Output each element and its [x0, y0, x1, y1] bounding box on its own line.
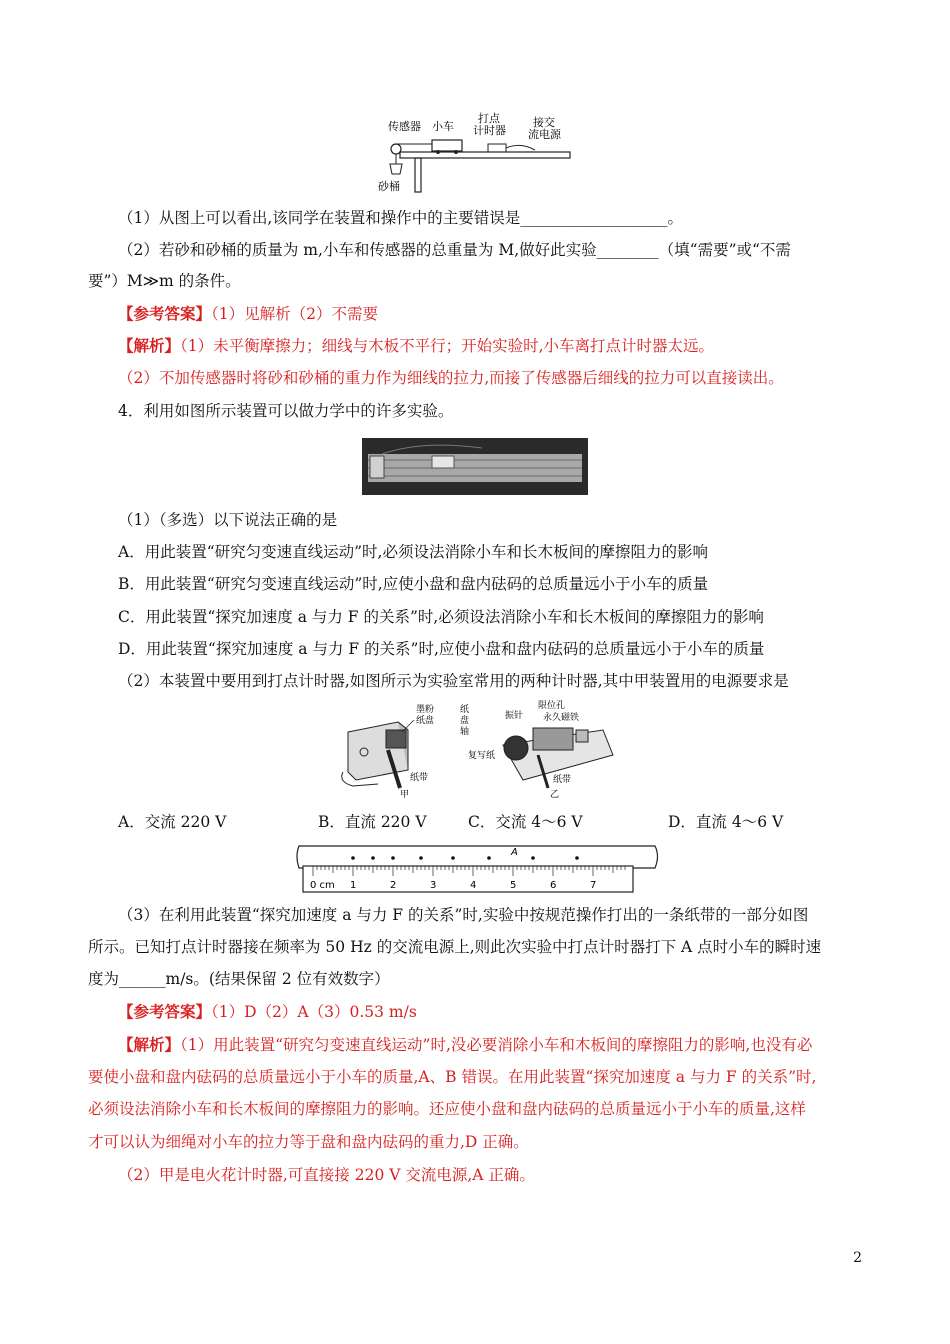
- tape-dot: [419, 856, 423, 860]
- ruler-label: 7: [590, 880, 597, 891]
- label-zhidai-2: 纸带: [553, 775, 572, 785]
- explanation-tag: 【解析】: [118, 336, 181, 355]
- label-timer-2: 计时器: [473, 124, 506, 137]
- answer-tag: 【参考答案】: [118, 1002, 212, 1021]
- q4-answer: [118, 1001, 898, 1023]
- q3-answer: [118, 303, 898, 325]
- q4-option-b: B．用此装置“研究匀变速直线运动”时,应使小盘和盘内砝码的总质量远小于小车的质量: [118, 575, 709, 593]
- tape-dot: [351, 856, 355, 860]
- label-yi: 乙: [550, 790, 560, 800]
- label-zhi: 纸: [460, 705, 470, 715]
- answer-text: （1）D（2）A（3）0.53 m/s: [211, 1003, 417, 1021]
- q3-explanation-2: （2）不加传感器时将砂和砂桶的重力作为细线的拉力,而接了传感器后细线的拉力可以直接读出。: [118, 369, 784, 387]
- q3-part2-line1: （2）若砂和砂桶的质量为 m,小车和传感器的总重量为 M,做好此实验________（填“需要”或“不需: [118, 241, 791, 259]
- q4-part2: （2）本装置中要用到打点计时器,如图所示为实验室常用的两种计时器,其中甲装置用的电源要求是: [118, 672, 789, 690]
- label-fuxiezhi: 复写纸: [468, 751, 496, 761]
- tape-dot: [531, 856, 535, 860]
- label-zhipan: 纸盘: [416, 716, 435, 726]
- q4-part2-choice-d: D．直流 4～6 V: [668, 813, 784, 831]
- q4-explanation-line4: 才可以认为细绳对小车的拉力等于盘和盘内砝码的重力,D 正确。: [88, 1133, 529, 1151]
- q4-part3-line1: （3）在利用此装置“探究加速度 a 与力 F 的关系”时,实验中按规范操作打出的一条纸带的一部分如图: [118, 906, 809, 924]
- label-power-1: 接交: [533, 116, 555, 129]
- label-yongjiu: 永久磁铁: [543, 713, 580, 723]
- ruler-label: 3: [430, 880, 437, 891]
- label-moke: 墨粉: [416, 705, 435, 715]
- q4-option-a: A．用此装置“研究匀变速直线运动”时,必须设法消除小车和长木板间的摩擦阻力的影响: [118, 543, 708, 561]
- ruler-label: 4: [470, 880, 477, 891]
- apparatus-diagram: [370, 112, 585, 194]
- label-cart: 小车: [432, 120, 454, 133]
- label-jia: 甲: [400, 790, 410, 800]
- page-number: 2: [853, 1250, 862, 1266]
- explanation-text: （1）未平衡摩擦力；细线与木板不平行；开始实验时,小车离打点计时器太远。: [180, 337, 715, 355]
- q4-option-c: C．用此装置“探究加速度 a 与力 F 的关系”时,必须设法消除小车和长木板间的摩擦阻力的影响: [118, 608, 764, 626]
- tape-dot: [487, 856, 491, 860]
- ruler-label: 2: [390, 880, 397, 891]
- q4-part3-line2: 所示。已知打点计时器接在频率为 50 Hz 的交流电源上,则此次实验中打点计时器打下 A 点时小车的瞬时速: [88, 938, 822, 956]
- q4-option-d: D．用此装置“探究加速度 a 与力 F 的关系”时,应使小盘和盘内砝码的总质量远小于小车的质量: [118, 640, 765, 658]
- q4-stem: 4．利用如图所示装置可以做力学中的许多实验。: [118, 402, 454, 420]
- ruler-label: 1: [350, 880, 357, 891]
- q3-explanation: [118, 335, 898, 357]
- q3-part2-line2: 要”）M≫m 的条件。: [88, 272, 241, 290]
- label-timer-1: 打点: [478, 112, 500, 125]
- label-zhenzhen: 振针: [505, 711, 524, 721]
- q4-part2-choice-c: C．交流 4～6 V: [468, 813, 583, 831]
- ruler-label: 6: [550, 880, 557, 891]
- q4-part1: （1）（多选）以下说法正确的是: [118, 511, 338, 529]
- q4-explanation-line3: 必须设法消除小车和长木板间的摩擦阻力的影响。还应使小盘和盘内砝码的总质量远小于小车的质量,这样: [88, 1100, 806, 1118]
- tape-dot: [451, 856, 455, 860]
- ruler-label: 0 cm: [310, 880, 335, 891]
- q4-part2-choice-a: A．交流 220 V: [118, 813, 227, 831]
- label-power-2: 流电源: [528, 128, 561, 141]
- q3-part1: （1）从图上可以看出,该同学在装置和操作中的主要错误是___________________。: [118, 209, 684, 227]
- ruler-tape-figure: [295, 842, 660, 894]
- tape-dot: [371, 856, 375, 860]
- label-zhidai: 纸带: [410, 773, 429, 783]
- track-photo: [362, 438, 588, 495]
- answer-text: （1）见解析（2）不需要: [211, 305, 378, 323]
- label-pan: 盘: [460, 716, 470, 726]
- explanation-tag: 【解析】: [118, 1035, 181, 1054]
- label-bucket: 砂桶: [378, 180, 400, 193]
- explanation-text: （1）用此装置“研究匀变速直线运动”时,没必要消除小车和木板间的摩擦阻力的影响,也没有必: [180, 1036, 813, 1054]
- q4-part2-choice-b: B．直流 220 V: [318, 813, 427, 831]
- point-a-label: A: [511, 847, 518, 858]
- q4-explanation-line5: （2）甲是电火花计时器,可直接接 220 V 交流电源,A 正确。: [118, 1166, 535, 1184]
- q4-explanation-line2: 要使小盘和盘内砝码的总质量远小于小车的质量,A、B 错误。在用此装置“探究加速度 a 与力 F 的关系”时,: [88, 1068, 817, 1086]
- ruler-label: 5: [510, 880, 517, 891]
- label-xianweikong: 限位孔: [538, 701, 566, 711]
- answer-tag: 【参考答案】: [118, 304, 212, 323]
- q4-part3-line3: 度为______m/s。(结果保留 2 位有效数字）: [88, 970, 390, 988]
- tape-dot: [391, 856, 395, 860]
- q4-explanation-line1: [118, 1034, 898, 1056]
- label-zhou: 轴: [460, 727, 470, 737]
- tape-dot: [575, 856, 579, 860]
- label-sensor: 传感器: [388, 120, 421, 133]
- timers-figure: [338, 700, 618, 802]
